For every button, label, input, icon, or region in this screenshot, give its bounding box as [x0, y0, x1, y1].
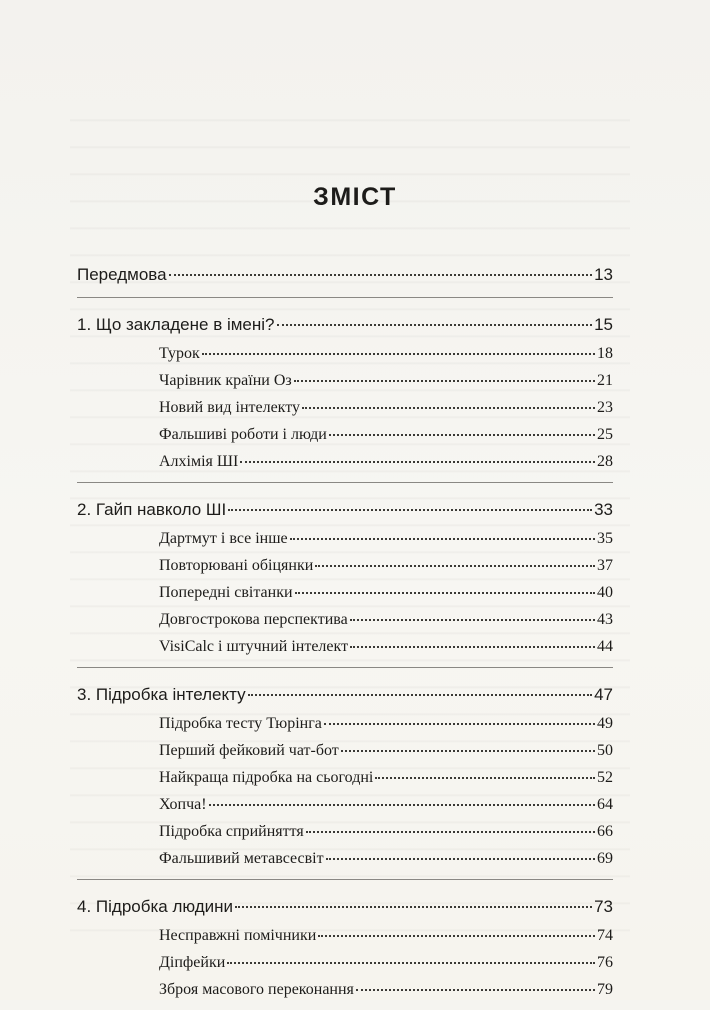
toc-subsection-entry [159, 791, 613, 818]
toc-subsection-entry [159, 976, 613, 1003]
subsection-page-number: 23 [597, 399, 613, 416]
toc-chapter-entry [77, 892, 613, 922]
toc-subsection-entry [159, 737, 613, 764]
toc-subsection-entry [159, 764, 613, 791]
dot-leader [240, 445, 595, 463]
toc-subsection-entry [159, 421, 613, 448]
subsection-title: Перший фейковий чат-бот [159, 742, 339, 759]
subsection-page-number: 44 [597, 638, 613, 655]
dot-leader [350, 603, 595, 621]
chapter-title: 1. Що закладене в імені? [77, 315, 275, 334]
chapter-page-number: 15 [594, 315, 613, 334]
dot-leader [315, 549, 595, 567]
toc-chapter-entry [77, 680, 613, 710]
subsection-title: Турок [159, 345, 200, 362]
subsection-title: Довгострокова перспектива [159, 611, 348, 628]
subsection-title: Підробка сприйняття [159, 823, 304, 840]
toc-subsection-entry [159, 710, 613, 737]
toc-section-chapter-1 [77, 298, 613, 483]
toc-subsection-entry [159, 633, 613, 660]
chapter-title: Передмова [77, 265, 167, 284]
dot-leader [228, 492, 592, 511]
subsection-page-number: 18 [597, 345, 613, 362]
toc-subsection-entry [159, 949, 613, 976]
chapter-title: 3. Підробка інтелекту [77, 685, 246, 704]
dot-leader [227, 946, 595, 964]
subsection-page-number: 28 [597, 453, 613, 470]
chapter-title: 4. Підробка людини [77, 897, 234, 916]
subsection-title: Підробка тесту Тюрінга [159, 715, 322, 732]
toc-subsection-entry [159, 922, 613, 949]
subsection-title: Чарівник країни Оз [159, 372, 292, 389]
toc-chapter-entry [77, 310, 613, 340]
dot-leader [302, 391, 595, 409]
subsection-title: Діпфейки [159, 954, 226, 971]
chapter-page-number: 33 [594, 500, 613, 519]
dot-leader [356, 973, 595, 991]
page-title: ЗМІСТ [313, 183, 397, 211]
toc-chapter-entry [77, 260, 613, 290]
subsection-page-number: 43 [597, 611, 613, 628]
subsection-page-number: 64 [597, 796, 613, 813]
chapter-page-number: 13 [594, 265, 613, 284]
subsection-page-number: 79 [597, 981, 613, 998]
toc-subsection-entry [159, 845, 613, 872]
subsection-title: Зброя масового переконання [159, 981, 354, 998]
subsection-page-number: 52 [597, 769, 613, 786]
subsection-title: Несправжні помічники [159, 927, 317, 944]
subsection-title: VisiCalc і штучний інтелект [159, 638, 349, 655]
subsection-page-number: 35 [597, 530, 613, 547]
dot-leader [294, 364, 595, 382]
dot-leader [318, 919, 595, 937]
subsection-page-number: 21 [597, 372, 613, 389]
dot-leader [341, 734, 595, 752]
toc-subsection-entry [159, 579, 613, 606]
subsection-title: Новий вид інтелекту [159, 399, 301, 416]
subsection-page-number: 69 [597, 850, 613, 867]
subsection-title: Хопча! [159, 796, 207, 813]
subsection-page-number: 74 [597, 927, 613, 944]
dot-leader [202, 337, 595, 355]
subsection-page-number: 25 [597, 426, 613, 443]
dot-leader [295, 576, 595, 594]
toc-section-preface [77, 260, 613, 298]
table-of-contents [77, 260, 613, 1010]
toc-subsection-entry [159, 818, 613, 845]
dot-leader [169, 257, 593, 276]
toc-section-chapter-3 [77, 668, 613, 880]
dot-leader [324, 707, 595, 725]
dot-leader [375, 761, 595, 779]
toc-subsection-entry [159, 525, 613, 552]
chapter-page-number: 47 [594, 685, 613, 704]
subsection-page-number: 49 [597, 715, 613, 732]
toc-subsection-entry [159, 606, 613, 633]
dot-leader [209, 788, 595, 806]
toc-section-chapter-2 [77, 483, 613, 668]
toc-chapter-entry [77, 495, 613, 525]
dot-leader [235, 889, 592, 908]
dot-leader [248, 677, 592, 696]
subsection-page-number: 76 [597, 954, 613, 971]
dot-leader [350, 630, 595, 648]
dot-leader [326, 842, 595, 860]
subsection-page-number: 37 [597, 557, 613, 574]
chapter-page-number: 73 [594, 897, 613, 916]
dot-leader [277, 307, 593, 326]
subsection-title: Фальшивий метавсесвіт [159, 850, 324, 867]
subsection-title: Повторювані обіцянки [159, 557, 314, 574]
subsection-title: Дартмут і все інше [159, 530, 288, 547]
toc-subsection-entry [159, 340, 613, 367]
chapter-title: 2. Гайп навколо ШІ [77, 500, 227, 519]
toc-subsection-entry [159, 367, 613, 394]
subsection-page-number: 66 [597, 823, 613, 840]
toc-subsection-entry [159, 552, 613, 579]
subsection-title: Попередні світанки [159, 584, 293, 601]
subsection-page-number: 40 [597, 584, 613, 601]
toc-section-chapter-4 [77, 880, 613, 1010]
toc-subsection-entry [159, 448, 613, 475]
subsection-page-number: 50 [597, 742, 613, 759]
subsection-title: Найкраща підробка на сьогодні [159, 769, 374, 786]
dot-leader [306, 815, 595, 833]
dot-leader [290, 522, 595, 540]
dot-leader [329, 418, 595, 436]
subsection-title: Алхімія ШІ [159, 453, 239, 470]
toc-subsection-entry [159, 394, 613, 421]
subsection-title: Фальшиві роботи і люди [159, 426, 327, 443]
